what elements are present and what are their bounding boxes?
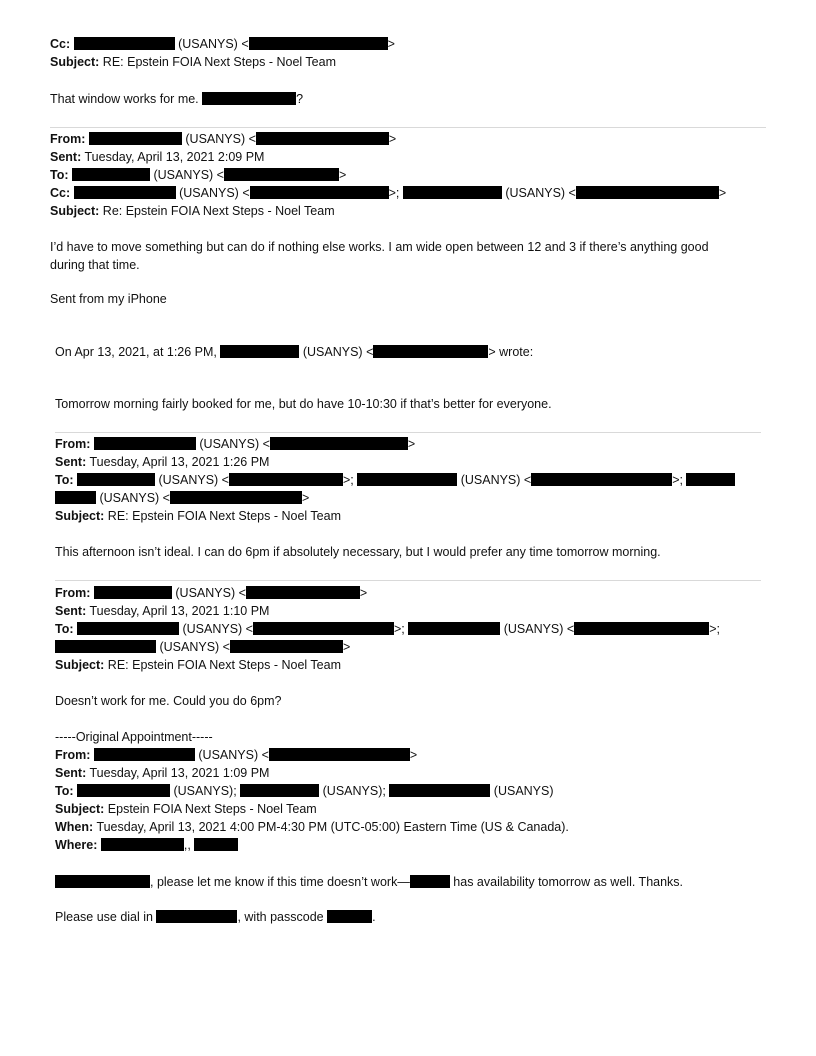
text-fragment: (USANYS) < (299, 345, 374, 359)
redaction (270, 437, 408, 450)
when-value: Tuesday, April 13, 2021 4:00 PM-4:30 PM (UTC-05:00) Eastern Time (US & Canada). (96, 820, 569, 834)
sent-label: Sent: (55, 766, 87, 780)
subject-label: Subject: (55, 658, 105, 672)
body-line: during that time. (50, 258, 140, 272)
redaction (269, 748, 410, 761)
to-label: To: (55, 473, 74, 487)
redaction (240, 784, 319, 797)
text-fragment: > (387, 37, 395, 51)
to-line (50, 166, 346, 184)
text-fragment: >; (388, 186, 403, 200)
subject-value: RE: Epstein FOIA Next Steps - Noel Team (107, 658, 341, 672)
body-line (55, 908, 376, 926)
redaction (170, 491, 302, 504)
subject-label: Subject: (50, 204, 100, 218)
text-fragment: (USANYS) < (195, 437, 270, 451)
text-fragment: >; (342, 473, 358, 487)
text-fragment: (USANYS) < (194, 748, 269, 762)
redaction (55, 491, 96, 504)
text-fragment: > (388, 132, 397, 146)
subject-line (50, 202, 335, 220)
redaction (55, 875, 150, 888)
from-label: From: (55, 748, 91, 762)
to-label: To: (55, 622, 74, 636)
subject-value: Epstein FOIA Next Steps - Noel Team (107, 802, 317, 816)
subject-line (50, 53, 336, 71)
redaction (408, 622, 500, 635)
text-fragment: (USANYS) < (179, 622, 253, 636)
redaction (574, 622, 709, 635)
text-fragment: (USANYS) (490, 784, 554, 798)
redaction (94, 437, 196, 450)
redaction (230, 640, 343, 653)
subject-label: Subject: (50, 55, 100, 69)
text-fragment: >; (672, 473, 687, 487)
where-line (55, 836, 238, 854)
redaction (94, 586, 172, 599)
redaction (224, 168, 339, 181)
when-label: When: (55, 820, 94, 834)
text-fragment: (USANYS); (319, 784, 390, 798)
redaction (202, 92, 296, 105)
to-line-cont (55, 638, 350, 656)
from-line (50, 130, 396, 148)
text-fragment: > wrote: (488, 345, 534, 359)
sent-line (50, 148, 264, 166)
divider (55, 580, 761, 581)
redaction (410, 875, 450, 888)
text-fragment: ,, (183, 838, 191, 852)
text-fragment: > (407, 437, 416, 451)
text-fragment: (USANYS) < (500, 622, 575, 636)
redaction (253, 622, 394, 635)
redaction (576, 186, 719, 199)
redaction (74, 186, 176, 199)
body-line: I’d have to move something but can do if nothing else works. I am wide open between 12 and 3 if there’s anything good (50, 240, 709, 254)
redaction (357, 473, 457, 486)
subject-line (55, 656, 341, 674)
where-label: Where: (55, 838, 98, 852)
quote-date: On Apr 13, 2021, at 1:26 PM, (55, 345, 221, 359)
to-line (55, 620, 720, 638)
text-fragment: (USANYS) < (96, 491, 170, 505)
cc-line (50, 184, 726, 202)
from-line (55, 584, 367, 602)
text-fragment: > (718, 186, 727, 200)
text-fragment: . (372, 910, 376, 924)
divider (55, 432, 761, 433)
when-line (55, 818, 569, 836)
subject-label: Subject: (55, 802, 105, 816)
text-fragment: > (338, 168, 347, 182)
from-line (55, 435, 415, 453)
sent-value: Tuesday, April 13, 2021 2:09 PM (84, 150, 265, 164)
text-fragment: (USANYS) < (155, 473, 229, 487)
text-fragment: (USANYS) < (156, 640, 230, 654)
body-line: Tomorrow morning fairly booked for me, but do have 10-10:30 if that’s better for everyone. (55, 397, 552, 411)
body-line: Doesn’t work for me. Could you do 6pm? (55, 694, 282, 708)
redaction (531, 473, 672, 486)
quote-header-line (55, 343, 533, 361)
sent-value: Tuesday, April 13, 2021 1:10 PM (89, 604, 270, 618)
text-fragment: (USANYS) < (174, 37, 249, 51)
text-fragment: (USANYS) < (501, 186, 576, 200)
text-fragment: (USANYS) < (171, 586, 246, 600)
redaction (101, 838, 184, 851)
redaction (77, 622, 179, 635)
cc-line (50, 35, 395, 53)
to-line (55, 782, 554, 800)
redaction (686, 473, 735, 486)
text-fragment: (USANYS) < (457, 473, 532, 487)
text-fragment: (USANYS); (170, 784, 241, 798)
from-label: From: (50, 132, 86, 146)
redaction (256, 132, 389, 145)
text-fragment: (USANYS) < (181, 132, 256, 146)
original-appointment-header: -----Original Appointment----- (55, 730, 213, 744)
sent-line (55, 764, 269, 782)
signature-line: Sent from my iPhone (50, 292, 167, 306)
body-text: Please use dial in (55, 910, 157, 924)
from-label: From: (55, 586, 91, 600)
redaction (220, 345, 299, 358)
redaction (249, 37, 388, 50)
redaction (403, 186, 502, 199)
text-fragment: >; (709, 622, 720, 636)
redaction (246, 586, 360, 599)
text-fragment: > (301, 491, 310, 505)
sent-label: Sent: (55, 604, 87, 618)
cc-label: Cc: (50, 186, 71, 200)
to-line (55, 471, 735, 489)
sent-line (55, 602, 269, 620)
sent-line (55, 453, 269, 471)
redaction (250, 186, 389, 199)
body-text: , with passcode (237, 910, 328, 924)
body-line (55, 873, 683, 891)
redaction (55, 640, 156, 653)
body-line: This afternoon isn’t ideal. I can do 6pm if absolutely necessary, but I would prefer any time tomorrow morning. (55, 545, 661, 559)
sent-label: Sent: (55, 455, 87, 469)
subject-value: RE: Epstein FOIA Next Steps - Noel Team (102, 55, 336, 69)
sent-value: Tuesday, April 13, 2021 1:09 PM (89, 766, 270, 780)
sent-value: Tuesday, April 13, 2021 1:26 PM (89, 455, 270, 469)
subject-value: RE: Epstein FOIA Next Steps - Noel Team (107, 509, 341, 523)
text-fragment: (USANYS) < (175, 186, 250, 200)
redaction (77, 473, 155, 486)
redaction (373, 345, 488, 358)
body-text: has availability tomorrow as well. Thanks. (449, 875, 684, 889)
text-fragment: > (342, 640, 351, 654)
to-line-cont (55, 489, 309, 507)
redaction (194, 838, 238, 851)
text-fragment: ? (296, 92, 304, 106)
sent-label: Sent: (50, 150, 82, 164)
subject-value: Re: Epstein FOIA Next Steps - Noel Team (102, 204, 335, 218)
to-label: To: (55, 784, 74, 798)
redaction (327, 910, 372, 923)
redaction (74, 37, 175, 50)
text-fragment: > (359, 586, 368, 600)
redaction (229, 473, 343, 486)
text-fragment: >; (393, 622, 409, 636)
from-line (55, 746, 417, 764)
text-fragment: (USANYS) < (150, 168, 224, 182)
subject-line (55, 507, 341, 525)
body-text: , please let me know if this time doesn’t work— (150, 875, 410, 889)
body-line (50, 90, 303, 108)
body-text: That window works for me. (50, 92, 203, 106)
redaction (72, 168, 150, 181)
cc-label: Cc: (50, 37, 71, 51)
redaction (94, 748, 195, 761)
redaction (77, 784, 170, 797)
divider (50, 127, 766, 128)
from-label: From: (55, 437, 91, 451)
redaction (156, 910, 237, 923)
redaction (389, 784, 490, 797)
subject-line (55, 800, 317, 818)
text-fragment: > (409, 748, 418, 762)
subject-label: Subject: (55, 509, 105, 523)
redaction (89, 132, 182, 145)
to-label: To: (50, 168, 69, 182)
